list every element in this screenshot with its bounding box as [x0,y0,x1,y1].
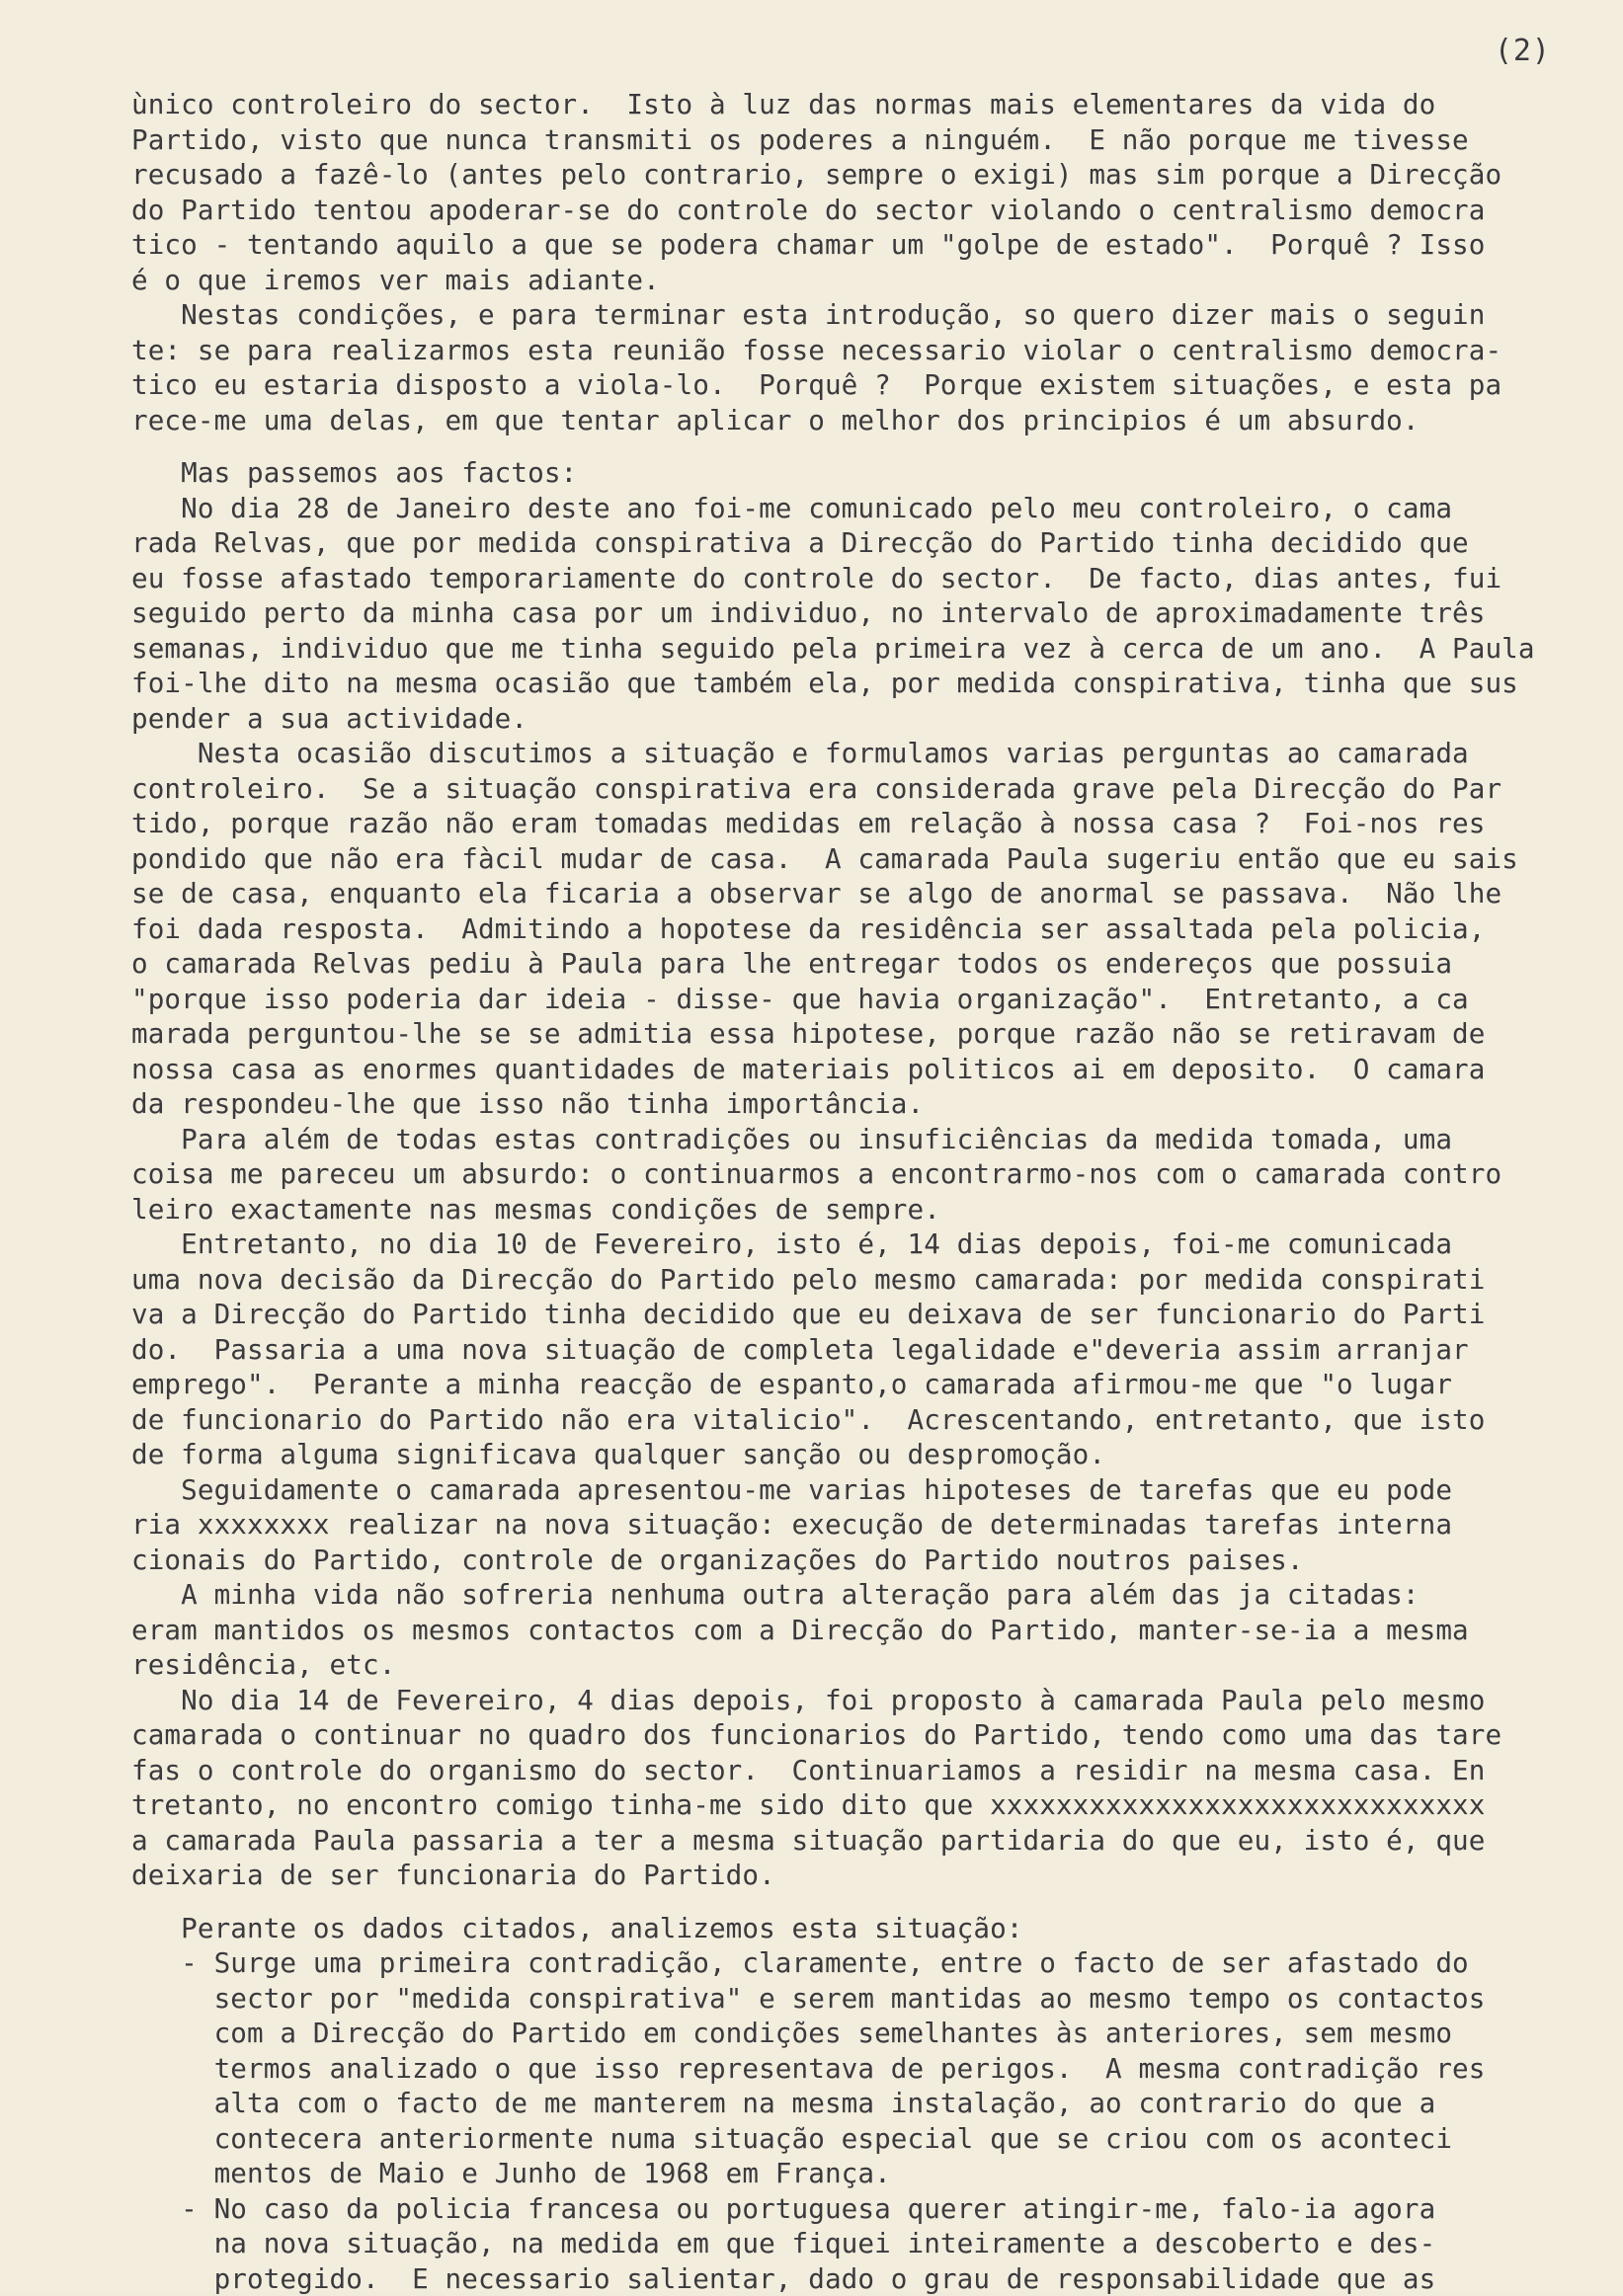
text-line: Seguidamente o camarada apresentou-me varias hipoteses de tarefas que eu pode [131,1472,1583,1508]
text-line: contecera anteriormente numa situação especial que se criou com os aconteci [131,2121,1583,2157]
text-line: sector por "medida conspirativa" e serem mantidas ao mesmo tempo os contactos [131,1981,1583,2017]
text-line: "porque isso poderia dar ideia - disse- que havia organização". Entretanto, a ca [131,982,1583,1017]
text-line: tido, porque razão não eram tomadas medidas em relação à nossa casa ? Foi-nos res [131,806,1583,841]
text-line: a camarada Paula passaria a ter a mesma situação partidaria do que eu, isto é, que [131,1823,1583,1859]
text-line: coisa me pareceu um absurdo: o continuarmos a encontrarmo-nos com o camarada contro [131,1156,1583,1192]
text-line: seguido perto da minha casa por um individuo, no intervalo de aproximadamente três [131,595,1583,631]
text-line: Para além de todas estas contradições ou insuficiências da medida tomada, uma [131,1122,1583,1157]
text-line: foi-lhe dito na mesma ocasião que também ela, por medida conspirativa, tinha que sus [131,666,1583,701]
document-body [131,87,1583,2296]
text-line: tico eu estaria disposto a viola-lo. Porquê ? Porque existem situações, e esta pa [131,367,1583,403]
text-line: mentos de Maio e Junho de 1968 em França. [131,2156,1583,2191]
text-line: residência, etc. [131,1647,1583,1683]
page-number: (2) [1495,34,1551,68]
text-line: uma nova decisão da Direcção do Partido pelo mesmo camarada: por medida conspirati [131,1262,1583,1298]
text-line: cionais do Partido, controle de organizações do Partido noutros paises. [131,1543,1583,1578]
text-line: do. Passaria a uma nova situação de completa legalidade e"deveria assim arranjar [131,1332,1583,1368]
text-line: Nesta ocasião discutimos a situação e formulamos varias perguntas ao camarada [131,736,1583,771]
text-line: eu fosse afastado temporariamente do controle do sector. De facto, dias antes, fui [131,561,1583,596]
text-line: da respondeu-lhe que isso não tinha importância. [131,1086,1583,1122]
text-line: deixaria de ser funcionaria do Partido. [131,1858,1583,1893]
text-line: tico - tentando aquilo a que se podera chamar um "golpe de estado". Porquê ? Isso [131,227,1583,263]
text-line: recusado a fazê-lo (antes pelo contrario, sempre o exigi) mas sim porque a Direcção [131,157,1583,193]
text-line: emprego". Perante a minha reacção de espanto,o camarada afirmou-me que "o lugar [131,1367,1583,1402]
text-line: na nova situação, na medida em que fiquei inteiramente a descoberto e des- [131,2226,1583,2261]
text-line: Entretanto, no dia 10 de Fevereiro, isto é, 14 dias depois, foi-me comunicada [131,1227,1583,1262]
text-line: controleiro. Se a situação conspirativa era considerada grave pela Direcção do Par [131,771,1583,807]
text-line: tretanto, no encontro comigo tinha-me sido dito que xxxxxxxxxxxxxxxxxxxxxxxxxxxxxx [131,1787,1583,1823]
text-line: va a Direcção do Partido tinha decidido que eu deixava de ser funcionario do Parti [131,1297,1583,1332]
text-line: No dia 28 de Janeiro deste ano foi-me comunicado pelo meu controleiro, o cama [131,491,1583,526]
text-line: rece-me uma delas, em que tentar aplicar o melhor dos principios é um absurdo. [131,403,1583,438]
text-line: No dia 14 de Fevereiro, 4 dias depois, foi proposto à camarada Paula pelo mesmo [131,1683,1583,1718]
text-line: eram mantidos os mesmos contactos com a Direcção do Partido, manter-se-ia a mesma [131,1613,1583,1648]
text-line: Nestas condições, e para terminar esta introdução, so quero dizer mais o seguin [131,297,1583,333]
text-line: Partido, visto que nunca transmiti os poderes a ninguém. E não porque me tivesse [131,122,1583,158]
text-line: pondido que não era fàcil mudar de casa. A camarada Paula sugeriu então que eu sais [131,841,1583,877]
text-line: é o que iremos ver mais adiante. [131,263,1583,298]
text-line: ria xxxxxxxx realizar na nova situação: execução de determinadas tarefas interna [131,1507,1583,1543]
text-line [131,1893,1583,1911]
text-line: Perante os dados citados, analizemos esta situação: [131,1911,1583,1946]
text-line: A minha vida não sofreria nenhuma outra alteração para além das ja citadas: [131,1577,1583,1613]
text-line: de funcionario do Partido não era vitalicio". Acrescentando, entretanto, que isto [131,1402,1583,1438]
text-line: protegido. E necessario salientar, dado o grau de responsabilidade que as [131,2261,1583,2296]
text-line: te: se para realizarmos esta reunião fosse necessario violar o centralismo democra- [131,333,1583,368]
text-line: termos analizado o que isso representava de perigos. A mesma contradição res [131,2051,1583,2087]
text-line: pender a sua actividade. [131,701,1583,737]
text-line: se de casa, enquanto ela ficaria a observar se algo de anormal se passava. Não lhe [131,876,1583,911]
text-line: semanas, individuo que me tinha seguido pela primeira vez à cerca de um ano. A Paula [131,631,1583,667]
text-line: o camarada Relvas pediu à Paula para lhe entregar todos os endereços que possuia [131,946,1583,982]
text-line: rada Relvas, que por medida conspirativa a Direcção do Partido tinha decidido que [131,525,1583,561]
text-line: camarada o continuar no quadro dos funcionarios do Partido, tendo como uma das tare [131,1717,1583,1753]
text-line: Mas passemos aos factos: [131,455,1583,491]
text-line: - Surge uma primeira contradição, claramente, entre o facto de ser afastado do [131,1945,1583,1981]
text-line: foi dada resposta. Admitindo a hopotese da residência ser assaltada pela policia, [131,911,1583,947]
text-line: marada perguntou-lhe se se admitia essa hipotese, porque razão não se retiravam de [131,1016,1583,1052]
text-line: alta com o facto de me manterem na mesma instalação, ao contrario do que a [131,2086,1583,2121]
text-line: fas o controle do organismo do sector. Continuariamos a residir na mesma casa. En [131,1753,1583,1788]
text-line: ùnico controleiro do sector. Isto à luz das normas mais elementares da vida do [131,87,1583,122]
text-line: de forma alguma significava qualquer sanção ou despromoção. [131,1437,1583,1472]
text-line: - No caso da policia francesa ou portuguesa querer atingir-me, falo-ia agora [131,2191,1583,2227]
text-line [131,437,1583,455]
text-line: do Partido tentou apoderar-se do controle do sector violando o centralismo democra [131,193,1583,228]
text-line: leiro exactamente nas mesmas condições de sempre. [131,1192,1583,1227]
text-line: nossa casa as enormes quantidades de materiais politicos ai em deposito. O camara [131,1052,1583,1087]
text-line: com a Direcção do Partido em condições semelhantes às anteriores, sem mesmo [131,2016,1583,2051]
